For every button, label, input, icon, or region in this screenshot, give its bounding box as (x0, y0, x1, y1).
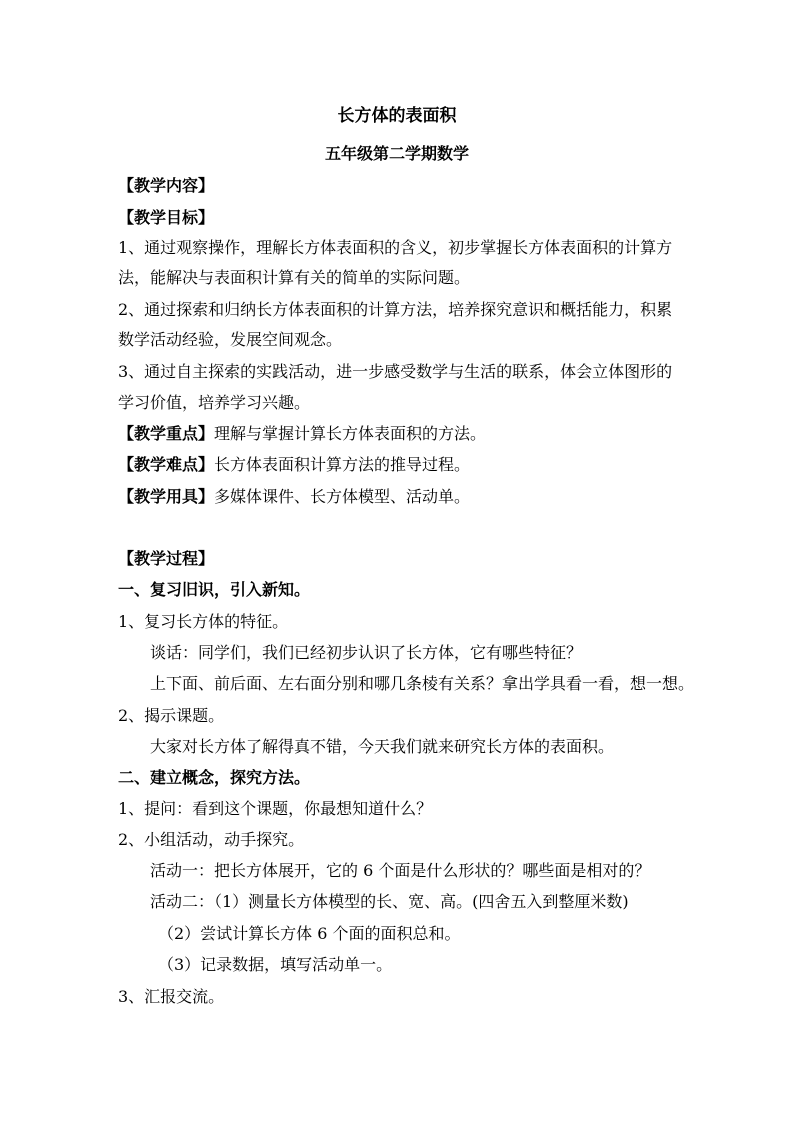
section-2-activity-2: 活动二：（1）测量长方体模型的长、宽、高。(四舍五入到整厘米数) (150, 892, 629, 911)
goal-3-line-1: 3、通过自主探索的实践活动，进一步感受数学与生活的联系，体会立体图形的 (118, 362, 673, 381)
content-heading: 【教学内容】 (118, 176, 215, 195)
page-subtitle: 五年级第二学期数学 (324, 144, 469, 163)
process-heading: 【教学过程】 (118, 549, 215, 568)
page-title: 长方体的表面积 (337, 106, 457, 126)
section-2-step-3: （3）记录数据，填写活动单一。 (158, 955, 393, 974)
tools-row (118, 487, 688, 507)
section-1-reveal: 大家对长方体了解得真不错，今天我们就来研究长方体的表面积。 (150, 737, 615, 756)
section-2-step-2: （2）尝试计算长方体 6 个面的面积总和。 (158, 924, 461, 943)
section-2-item-1: 1、提问：看到这个课题，你最想知道什么？ (118, 799, 433, 818)
section-2-item-2: 2、小组活动，动手探究。 (118, 830, 305, 849)
goal-1-line-1: 1、通过观察操作，理解长方体表面积的含义，初步掌握长方体表面积的计算方 (118, 238, 673, 257)
goals-heading: 【教学目标】 (118, 208, 215, 227)
difficulty-label: 【教学难点】 (118, 455, 215, 474)
key-point-text: 理解与掌握计算长方体表面积的方法。 (214, 424, 487, 443)
section-2-item-3: 3、汇报交流。 (118, 987, 225, 1006)
section-2-heading: 二、建立概念，探究方法。 (118, 768, 311, 787)
section-2-activity-1: 活动一：把长方体展开，它的 6 个面是什么形状的？哪些面是相对的？ (150, 861, 651, 880)
section-1-talk: 谈话：同学们，我们已经初步认识了长方体，它有哪些特征？ (150, 643, 583, 662)
tools-text: 多媒体课件、长方体模型、活动单。 (214, 487, 471, 506)
difficulty-row (118, 455, 688, 475)
key-point-label: 【教学重点】 (118, 424, 215, 443)
tools-label: 【教学用具】 (118, 487, 215, 506)
section-1-heading: 一、复习旧识，引入新知。 (118, 580, 311, 599)
goal-3-line-2: 学习价值，培养学习兴趣。 (118, 393, 311, 412)
goal-2-line-1: 2、通过探索和归纳长方体表面积的计算方法，培养探究意识和概括能力，积累 (118, 300, 673, 319)
goal-2-line-2: 数学活动经验，发展空间观念。 (118, 330, 343, 349)
key-point-row (118, 424, 688, 444)
section-1-item-2: 2、揭示课题。 (118, 706, 225, 725)
section-1-question: 上下面、前后面、左右面分别和哪几条棱有关系？拿出学具看一看，想一想。 (150, 674, 695, 693)
difficulty-text: 长方体表面积计算方法的推导过程。 (214, 455, 471, 474)
section-1-item-1: 1、复习长方体的特征。 (118, 612, 289, 631)
goal-1-line-2: 法，能解决与表面积计算有关的简单的实际问题。 (118, 268, 471, 287)
